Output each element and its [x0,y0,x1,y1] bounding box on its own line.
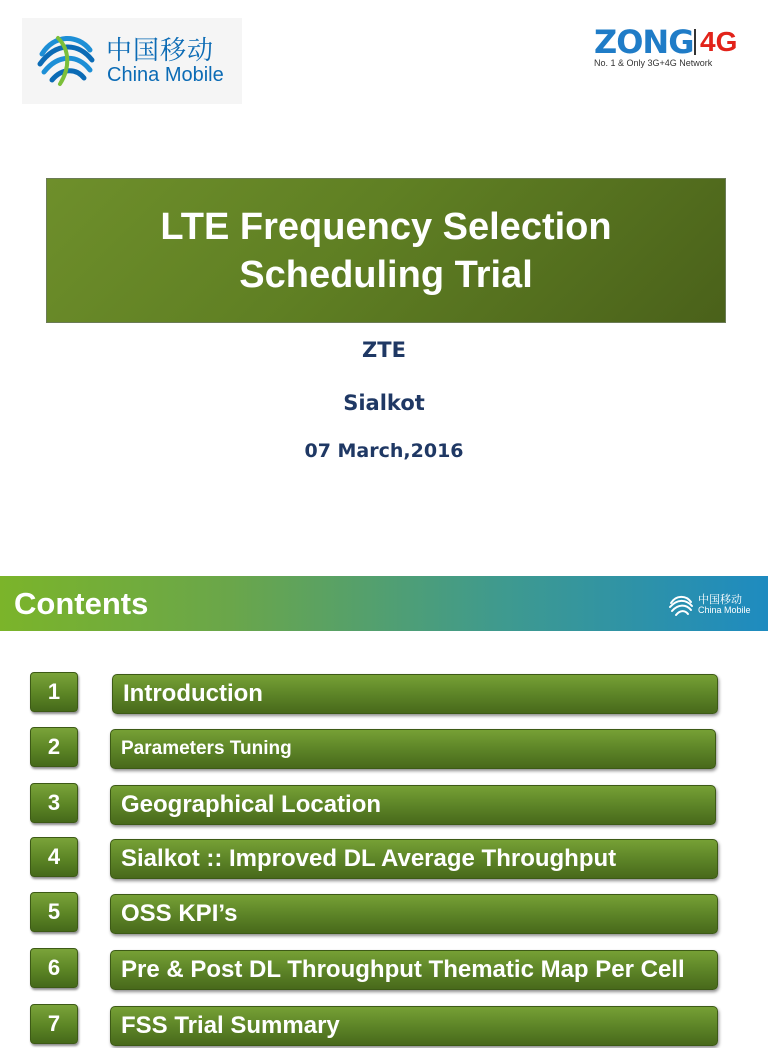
item-label-bar: Sialkot :: Improved DL Average Throughput [110,839,718,879]
contents-item[interactable] [0,672,768,716]
contents-item[interactable] [0,727,768,771]
item-label-bar: Introduction [112,674,718,714]
mini-logo-en: China Mobile [698,605,751,615]
china-mobile-emblem-icon [32,24,100,92]
zong-divider [694,29,696,55]
slide-title-line-2: Scheduling Trial [239,253,533,296]
zong-brand-text: ZONG [594,23,694,61]
contents-header [0,576,768,631]
contents-item[interactable] [0,837,768,881]
mini-logo-cn: 中国移动 [698,593,742,606]
contents-slide [0,576,768,1039]
slide-title-line-1: LTE Frequency Selection [160,205,612,248]
item-number: 5 [30,892,78,932]
item-number: 6 [30,948,78,988]
city-name: Sialkot [343,391,425,415]
contents-item[interactable] [0,1004,768,1048]
company-name: ZTE [362,338,406,362]
contents-item[interactable] [0,948,768,992]
item-label-bar: FSS Trial Summary [110,1006,718,1046]
china-mobile-emblem-icon [668,592,694,618]
item-number: 4 [30,837,78,877]
item-label-bar: Parameters Tuning [110,729,716,769]
item-label-bar: Geographical Location [110,785,716,825]
item-label-bar: OSS KPI’s [110,894,718,934]
item-label-bar: Pre & Post DL Throughput Thematic Map Per Cell [110,950,718,990]
item-number: 7 [30,1004,78,1044]
contents-item[interactable] [0,892,768,936]
item-number: 2 [30,727,78,767]
zong-4g-logo [592,24,752,74]
china-mobile-mini-logo [668,592,758,618]
slide-title-box [46,178,726,323]
item-number: 3 [30,783,78,823]
china-mobile-en-name: China Mobile [107,64,224,86]
contents-title: Contents [14,586,149,621]
china-mobile-logo [22,18,242,104]
zong-4g-text: 4G [700,26,738,57]
contents-item[interactable] [0,783,768,827]
zong-tagline: No. 1 & Only 3G+4G Network [594,58,713,68]
item-number: 1 [30,672,78,712]
presentation-date: 07 March,2016 [304,440,464,462]
china-mobile-cn-name: 中国移动 [106,36,215,66]
